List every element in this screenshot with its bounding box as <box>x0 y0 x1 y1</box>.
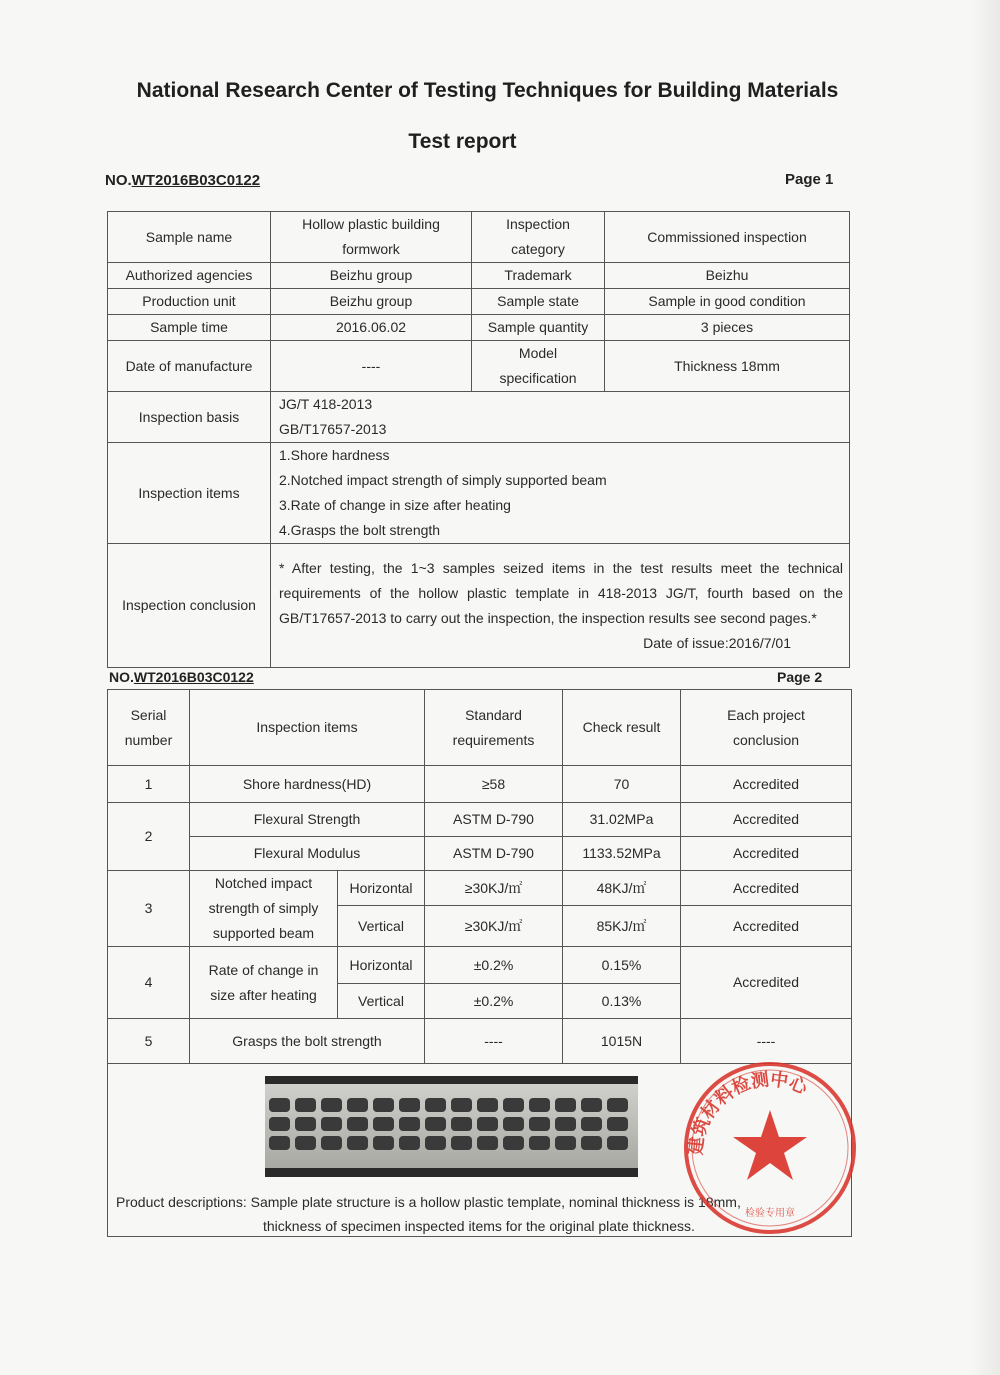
inspection-category-value: Commissioned inspection <box>605 212 850 263</box>
plate-cell <box>347 1117 368 1131</box>
serial-cell: 3 <box>108 871 190 947</box>
table-row <box>108 871 852 906</box>
serial-cell: 2 <box>108 803 190 871</box>
inspection-basis-line: JG/T 418-2013 <box>279 396 373 412</box>
header-project-conclusion: Each project conclusion <box>681 690 852 766</box>
date-of-manufacture-value: ---- <box>271 341 472 392</box>
plate-cell <box>451 1098 472 1112</box>
inspection-item: 2.Notched impact strength of simply supported beam <box>279 472 607 488</box>
plate-cells <box>269 1098 634 1155</box>
inspection-basis-value <box>271 392 850 443</box>
product-description: Product descriptions: Sample plate structure is a hollow plastic template, nominal thickness is 18mm, thickness of specimen inspected items for the original plate thickness. <box>116 1194 741 1234</box>
plate-cell <box>425 1098 446 1112</box>
standard-cell: ASTM D-790 <box>425 803 563 837</box>
plate-cell <box>529 1098 550 1112</box>
table-row <box>108 947 852 984</box>
page-edge-shadow <box>970 0 1000 1375</box>
page-number-2: Page 2 <box>777 669 823 685</box>
item-cell: Shore hardness(HD) <box>190 766 425 803</box>
report-number-page1 <box>105 172 260 189</box>
plate-cell <box>295 1098 316 1112</box>
table-row <box>108 803 852 837</box>
inspection-conclusion-text: * After testing, the 1~3 samples seized items in the test results meet the technical requirements of the hollow plastic template in 418-2013 JG/T, fourth based on the GB/T17657-2013 to carry out the inspection, the inspection results see second pages.* <box>279 559 843 626</box>
plate-cell <box>581 1136 602 1150</box>
authorized-agencies-value: Beizhu group <box>271 263 472 289</box>
inspection-item: 3.Rate of change in size after heating <box>279 497 511 513</box>
conclusion-cell: Accredited <box>681 837 852 871</box>
plate-cell <box>269 1098 290 1112</box>
plate-cell <box>477 1098 498 1112</box>
inspection-basis-label: Inspection basis <box>108 392 271 443</box>
plate-cell <box>321 1098 342 1112</box>
plate-cell <box>373 1098 394 1112</box>
inspection-items-list <box>271 443 850 544</box>
plate-cell <box>555 1117 576 1131</box>
direction-cell: Horizontal <box>338 947 425 984</box>
standard-cell: ≥30KJ/㎡ <box>425 906 563 947</box>
plate-cell <box>555 1098 576 1112</box>
result-cell: 70 <box>563 766 681 803</box>
conclusion-cell: Accredited <box>681 803 852 837</box>
model-specification-label: Model specification <box>472 341 605 392</box>
direction-cell: Vertical <box>338 984 425 1019</box>
header-check-result: Check result <box>563 690 681 766</box>
header-inspection-items: Inspection items <box>190 690 425 766</box>
page-number-1: Page 1 <box>785 171 834 188</box>
production-unit-label: Production unit <box>108 289 271 315</box>
inspection-basis-line: GB/T17657-2013 <box>279 421 387 437</box>
result-cell: 1015N <box>563 1019 681 1064</box>
plate-cell <box>581 1098 602 1112</box>
organization-title: National Research Center of Testing Techniques for Building Materials <box>136 79 839 102</box>
plate-cell <box>373 1136 394 1150</box>
header-serial-number: Serial number <box>108 690 190 766</box>
table-row <box>108 1019 852 1064</box>
date-of-issue: Date of issue:2016/7/01 <box>643 634 791 651</box>
plate-cell <box>607 1098 628 1112</box>
production-unit-value: Beizhu group <box>271 289 472 315</box>
inspection-items-label: Inspection items <box>108 443 271 544</box>
plate-cell <box>321 1136 342 1150</box>
serial-cell: 5 <box>108 1019 190 1064</box>
direction-cell: Horizontal <box>338 871 425 906</box>
plate-cell <box>269 1117 290 1131</box>
standard-cell: ---- <box>425 1019 563 1064</box>
sample-state-value: Sample in good condition <box>605 289 850 315</box>
plate-cell <box>347 1098 368 1112</box>
report-number-prefix: NO. <box>105 172 132 189</box>
plate-cell <box>529 1136 550 1150</box>
serial-cell: 4 <box>108 947 190 1019</box>
plate-cell <box>503 1098 524 1112</box>
report-number-code: WT2016B03C0122 <box>131 172 261 189</box>
standard-cell: ≥30KJ/㎡ <box>425 871 563 906</box>
inspection-item: 1.Shore hardness <box>279 447 390 463</box>
plate-cell <box>399 1136 420 1150</box>
table-row <box>108 766 852 803</box>
plate-cell <box>321 1117 342 1131</box>
item-cell: Flexural Modulus <box>190 837 425 871</box>
model-specification-value: Thickness 18mm <box>605 341 850 392</box>
plate-cell <box>399 1098 420 1112</box>
standard-cell: ±0.2% <box>425 984 563 1019</box>
item-cell: Flexural Strength <box>190 803 425 837</box>
result-cell: 0.13% <box>563 984 681 1019</box>
inspection-category-label: Inspection category <box>472 212 605 263</box>
sample-time-value: 2016.06.02 <box>271 315 472 341</box>
plate-cell <box>451 1117 472 1131</box>
report-title: Test report <box>408 130 517 153</box>
sample-quantity-value: 3 pieces <box>605 315 850 341</box>
trademark-value: Beizhu <box>605 263 850 289</box>
plate-cell <box>295 1136 316 1150</box>
plate-cell <box>451 1136 472 1150</box>
svg-text:建筑材料检测中心: 建筑材料检测中心 <box>685 1069 811 1156</box>
report-number-prefix: NO. <box>109 669 134 685</box>
plate-cell <box>399 1117 420 1131</box>
result-cell: 85KJ/㎡ <box>563 906 681 947</box>
sample-quantity-label: Sample quantity <box>472 315 605 341</box>
plate-cell <box>477 1136 498 1150</box>
item-cell: Grasps the bolt strength <box>190 1019 425 1064</box>
standard-cell: ASTM D-790 <box>425 837 563 871</box>
direction-cell: Vertical <box>338 906 425 947</box>
plate-cell <box>607 1136 628 1150</box>
svg-text:检验专用章: 检验专用章 <box>745 1208 795 1219</box>
plate-cell <box>425 1136 446 1150</box>
conclusion-cell: Accredited <box>681 766 852 803</box>
plate-cell <box>503 1136 524 1150</box>
plate-cell <box>555 1136 576 1150</box>
authorized-agencies-label: Authorized agencies <box>108 263 271 289</box>
header-standard-requirements: Standard requirements <box>425 690 563 766</box>
result-cell: 31.02MPa <box>563 803 681 837</box>
standard-cell: ≥58 <box>425 766 563 803</box>
trademark-label: Trademark <box>472 263 605 289</box>
date-of-manufacture-label: Date of manufacture <box>108 341 271 392</box>
sample-name-value: Hollow plastic building formwork <box>271 212 472 263</box>
plate-cell <box>503 1117 524 1131</box>
table-row <box>108 837 852 871</box>
conclusion-cell: ---- <box>681 1019 852 1064</box>
inspection-conclusion-label: Inspection conclusion <box>108 544 271 668</box>
report-number-page2 <box>109 669 254 685</box>
standard-cell: ±0.2% <box>425 947 563 984</box>
item-cell: Rate of change in size after heating <box>190 947 338 1019</box>
inspection-conclusion-cell <box>271 544 850 668</box>
item-cell: Notched impact strength of simply supported beam <box>190 871 338 947</box>
plate-cell <box>373 1117 394 1131</box>
plate-cell <box>581 1117 602 1131</box>
plate-cell <box>477 1117 498 1131</box>
sample-info-table <box>107 211 850 668</box>
inspection-item: 4.Grasps the bolt strength <box>279 522 441 538</box>
result-cell: 48KJ/㎡ <box>563 871 681 906</box>
red-star-seal-icon <box>680 1058 860 1238</box>
plate-cell <box>347 1136 368 1150</box>
conclusion-cell: Accredited <box>681 871 852 906</box>
sample-time-label: Sample time <box>108 315 271 341</box>
serial-cell: 1 <box>108 766 190 803</box>
conclusion-cell: Accredited <box>681 906 852 947</box>
result-cell: 0.15% <box>563 947 681 984</box>
plate-cell <box>529 1117 550 1131</box>
sample-name-label: Sample name <box>108 212 271 263</box>
result-cell: 1133.52MPa <box>563 837 681 871</box>
conclusion-cell: Accredited <box>681 947 852 1019</box>
hollow-plate-photo <box>265 1076 638 1177</box>
plate-cell <box>295 1117 316 1131</box>
plate-cell <box>607 1117 628 1131</box>
sample-state-label: Sample state <box>472 289 605 315</box>
report-number-code: WT2016B03C0122 <box>133 669 254 685</box>
plate-cell <box>425 1117 446 1131</box>
plate-cell <box>269 1136 290 1150</box>
